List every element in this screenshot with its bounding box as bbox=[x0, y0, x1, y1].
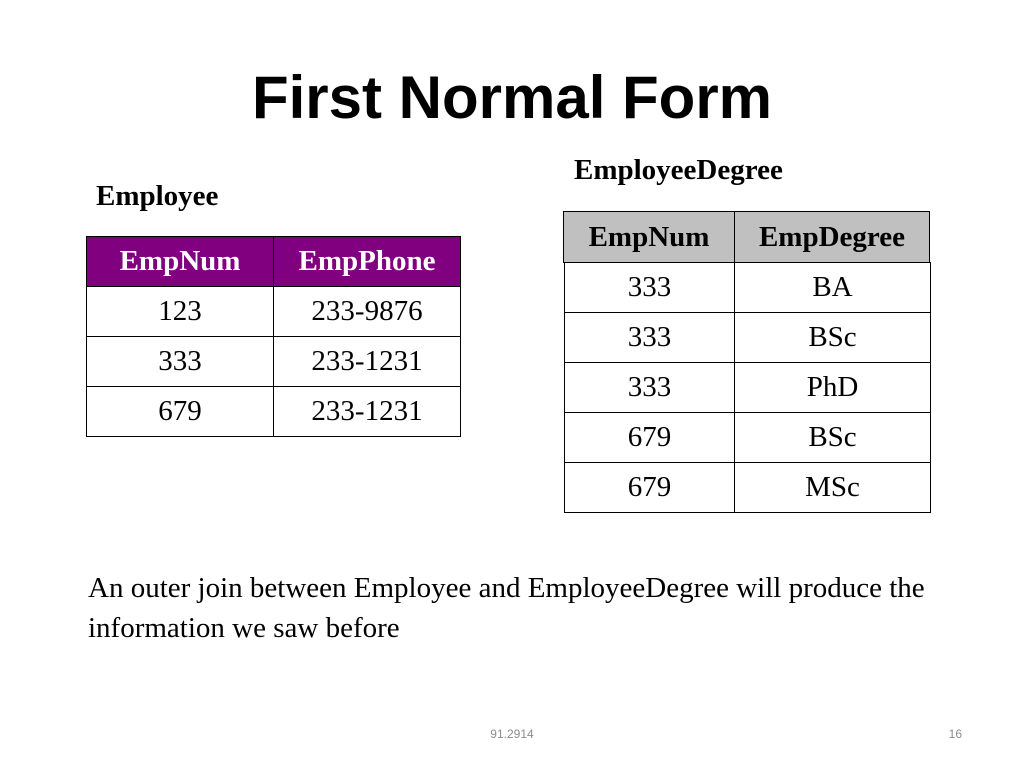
table-cell: 123 bbox=[87, 287, 274, 337]
table-cell: 333 bbox=[87, 337, 274, 387]
employee-degree-table-header bbox=[563, 211, 930, 263]
table-cell: 233-1231 bbox=[274, 387, 461, 437]
table-cell: BSc bbox=[735, 313, 931, 363]
footer-page-number: 16 bbox=[948, 727, 962, 741]
table-row bbox=[87, 387, 461, 437]
table-row bbox=[87, 287, 461, 337]
column-header-empnum: EmpNum bbox=[564, 212, 735, 263]
table-row bbox=[565, 263, 931, 313]
table-cell: 333 bbox=[565, 263, 735, 313]
employee-degree-table bbox=[564, 262, 931, 513]
employee-table-caption: Employee bbox=[96, 180, 219, 212]
table-cell: 679 bbox=[565, 463, 735, 513]
table-cell: MSc bbox=[735, 463, 931, 513]
table-cell: 679 bbox=[565, 413, 735, 463]
body-text: An outer join between Employee and EmployeeDegree will produce the information we saw before bbox=[88, 572, 925, 644]
slide-title: First Normal Form bbox=[251, 64, 773, 131]
table-cell: 233-1231 bbox=[274, 337, 461, 387]
table-cell: PhD bbox=[735, 363, 931, 413]
footer-course: 91.2914 bbox=[490, 727, 534, 741]
table-row bbox=[565, 363, 931, 413]
table-row bbox=[565, 313, 931, 363]
table-cell: 233-9876 bbox=[274, 287, 461, 337]
table-row bbox=[565, 413, 931, 463]
employee-degree-table-caption: EmployeeDegree bbox=[574, 154, 783, 186]
employee-table bbox=[86, 236, 461, 437]
table-cell: BSc bbox=[735, 413, 931, 463]
table-cell: BA bbox=[735, 263, 931, 313]
table-cell: 333 bbox=[565, 313, 735, 363]
table-row bbox=[87, 337, 461, 387]
table-cell: 679 bbox=[87, 387, 274, 437]
table-header-row bbox=[564, 212, 930, 263]
table-row bbox=[565, 463, 931, 513]
column-header-empphone: EmpPhone bbox=[274, 237, 461, 287]
table-header-row bbox=[87, 237, 461, 287]
column-header-empnum: EmpNum bbox=[87, 237, 274, 287]
table-cell: 333 bbox=[565, 363, 735, 413]
column-header-empdegree: EmpDegree bbox=[735, 212, 930, 263]
